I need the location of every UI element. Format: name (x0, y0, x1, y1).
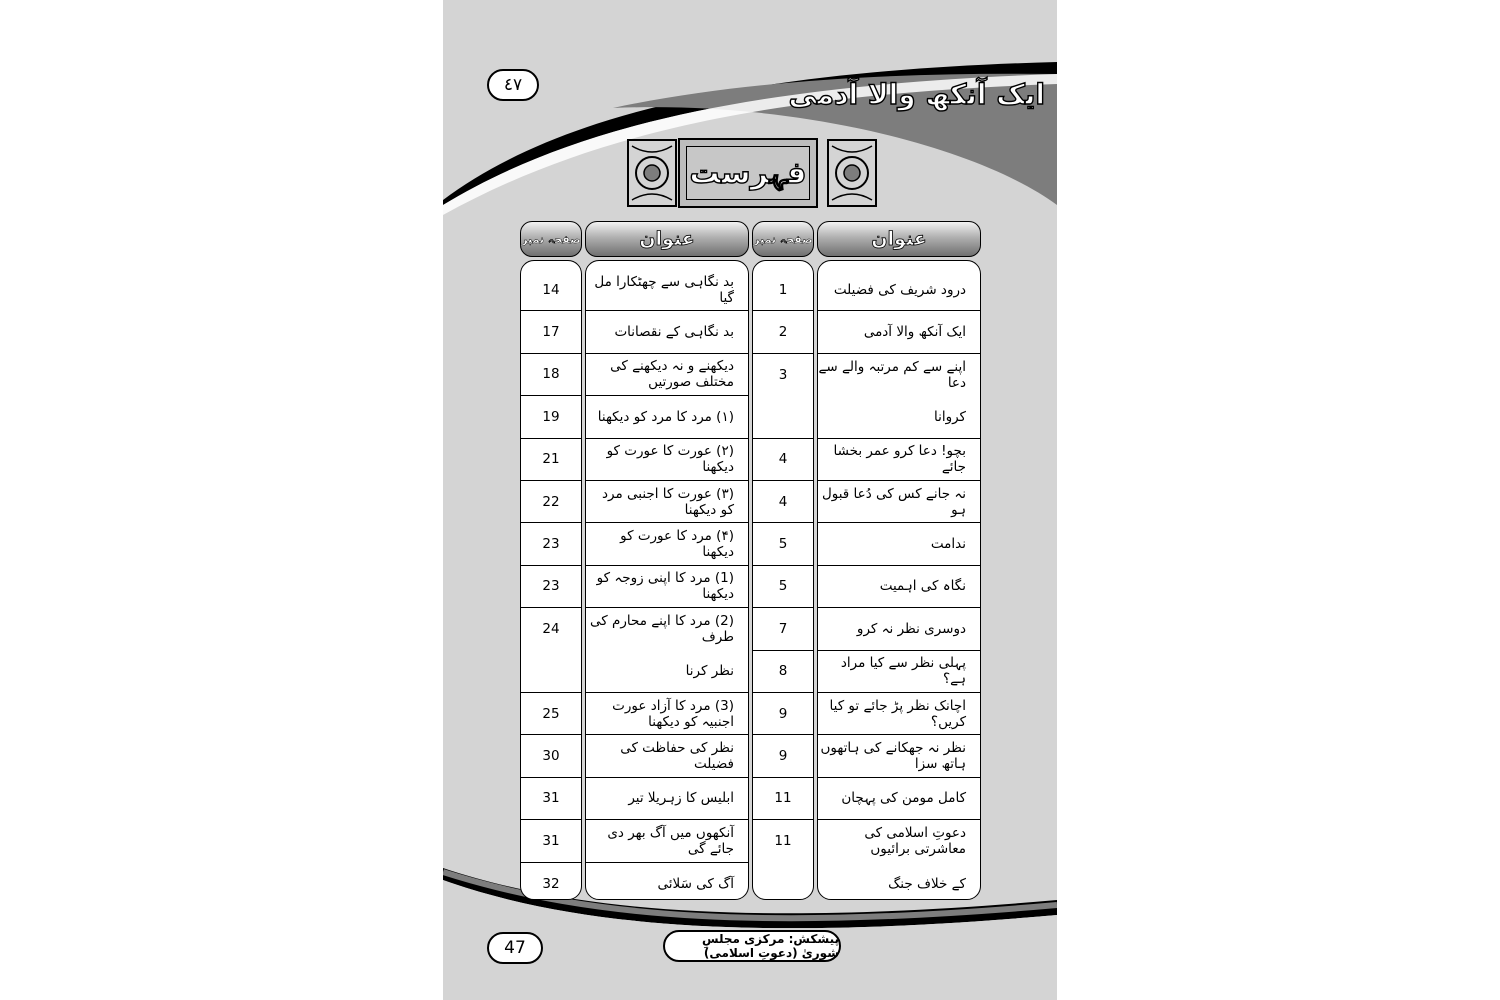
left-toc-page (521, 651, 581, 693)
left-toc-page: 23 (521, 523, 581, 565)
ornament-right-icon (826, 138, 878, 208)
right-toc-title: بچو! دعا کرو عمر بخشا جائے (818, 439, 980, 481)
right-titles-column (817, 260, 981, 900)
left-toc-page: 24 (542, 621, 560, 638)
left-toc-page: 17 (521, 311, 581, 353)
left-toc-title: (۳) عورت کا اجنبی مرد کو دیکھنا (586, 481, 748, 523)
right-toc-title: کے خلاف جنگ (888, 875, 966, 892)
right-toc-title: ندامت (818, 523, 980, 565)
book-page (443, 0, 1057, 1000)
left-toc-title: (3) مرد کا آزاد عورت اجنبیہ کو دیکھنا (586, 693, 748, 735)
right-toc-page: 9 (753, 693, 813, 735)
right-toc-title: کامل مومن کی پہچان (818, 778, 980, 820)
page-title: فہرست (689, 155, 807, 191)
right-page-header: صفحہ نمبر (752, 221, 814, 257)
right-toc-page: 1 (753, 269, 813, 311)
right-toc-page (753, 863, 813, 900)
right-toc-page: 5 (753, 566, 813, 608)
left-toc-page: 25 (521, 693, 581, 735)
right-toc-page: 3 (778, 366, 788, 383)
left-toc-title: (2) مرد کا اپنے محارم کی طرف (590, 613, 734, 646)
ornament-left-icon (626, 138, 678, 208)
right-toc-page: 9 (753, 735, 813, 777)
page-number-top: ٤٧ (487, 69, 539, 101)
right-title-header: عنوان (817, 221, 981, 257)
left-toc-title: (۱) مرد کا مرد کو دیکھنا (586, 396, 748, 438)
right-toc-title: نظر نہ جھکانے کی ہاتھوں ہاتھ سزا (818, 735, 980, 777)
right-toc-page: 5 (753, 523, 813, 565)
left-toc-title: بد نگاہی کے نقصانات (586, 311, 748, 353)
left-toc-title: نظر کی حفاظت کی فضیلت (586, 735, 748, 777)
left-titles-column (585, 260, 749, 900)
right-toc-page (753, 396, 813, 438)
left-toc-title: ابلیس کا زہریلا تیر (586, 778, 748, 820)
left-page-header: صفحہ نمبر (520, 221, 582, 257)
right-toc-title: کروانا (818, 396, 980, 438)
left-toc-title: آنکھوں میں آگ بھر دی جائے گی (586, 820, 748, 862)
left-toc-title: دیکھنے و نہ دیکھنے کی مختلف صورتیں (586, 354, 748, 396)
right-toc-title: اپنے سے کم مرتبہ والے سے دعا (818, 358, 966, 391)
left-toc-page: 30 (521, 735, 581, 777)
left-toc-page: 22 (521, 481, 581, 523)
left-toc-page: 31 (521, 820, 581, 862)
right-toc-title: ایک آنکھ والا آدمی (818, 311, 980, 353)
right-toc-title: اچانک نظر پڑ جائے تو کیا کریں؟ (818, 693, 980, 735)
right-toc-page: 7 (753, 608, 813, 650)
left-toc-title: (1) مرد کا اپنی زوجہ کو دیکھنا (586, 566, 748, 608)
page-number-bottom: 47 (487, 932, 543, 964)
right-toc-title: نگاہ کی اہمیت (818, 566, 980, 608)
right-toc-title: درود شریف کی فضیلت (818, 269, 980, 311)
right-toc-title: دعوتِ اسلامی کی معاشرتی برائیوں (864, 825, 966, 858)
publisher-badge: پیشکش: مرکزی مجلسِ شوریٰ (دعوتِ اسلامی) (663, 930, 841, 962)
left-toc-title: (۲) عورت کا عورت کو دیکھنا (586, 439, 748, 481)
left-toc-title: (۴) مرد کا عورت کو دیکھنا (586, 523, 748, 565)
left-toc-page: 32 (542, 875, 560, 892)
right-toc-page: 4 (753, 481, 813, 523)
right-toc-title: دوسری نظر نہ کرو (818, 608, 980, 650)
left-toc-page: 31 (521, 778, 581, 820)
right-pages-column (752, 260, 814, 900)
right-toc-page: 4 (753, 439, 813, 481)
left-toc-title: آگ کی سَلائی (657, 875, 734, 892)
right-toc-page: 11 (753, 778, 813, 820)
left-toc-page: 23 (521, 566, 581, 608)
right-toc-title: پہلی نظر سے کیا مراد ہے؟ (818, 651, 980, 693)
left-pages-column (520, 260, 582, 900)
left-toc-page: 21 (521, 439, 581, 481)
heading-frame (678, 138, 818, 208)
right-toc-page: 8 (753, 651, 813, 693)
right-toc-page: 2 (753, 311, 813, 353)
left-toc-page: 18 (521, 354, 581, 396)
right-toc-title: نہ جانے کس کی دُعا قبول ہو (818, 481, 980, 523)
book-title: ایک آنکھ والا آدمی (788, 78, 1045, 111)
left-toc-title: بد نگاہی سے چھٹکارا مل گیا (586, 269, 748, 311)
left-toc-title: نظر کرنا (586, 651, 748, 693)
right-toc-page: 11 (774, 833, 792, 850)
left-toc-page: 14 (521, 269, 581, 311)
left-title-header: عنوان (585, 221, 749, 257)
left-toc-page: 19 (521, 396, 581, 438)
